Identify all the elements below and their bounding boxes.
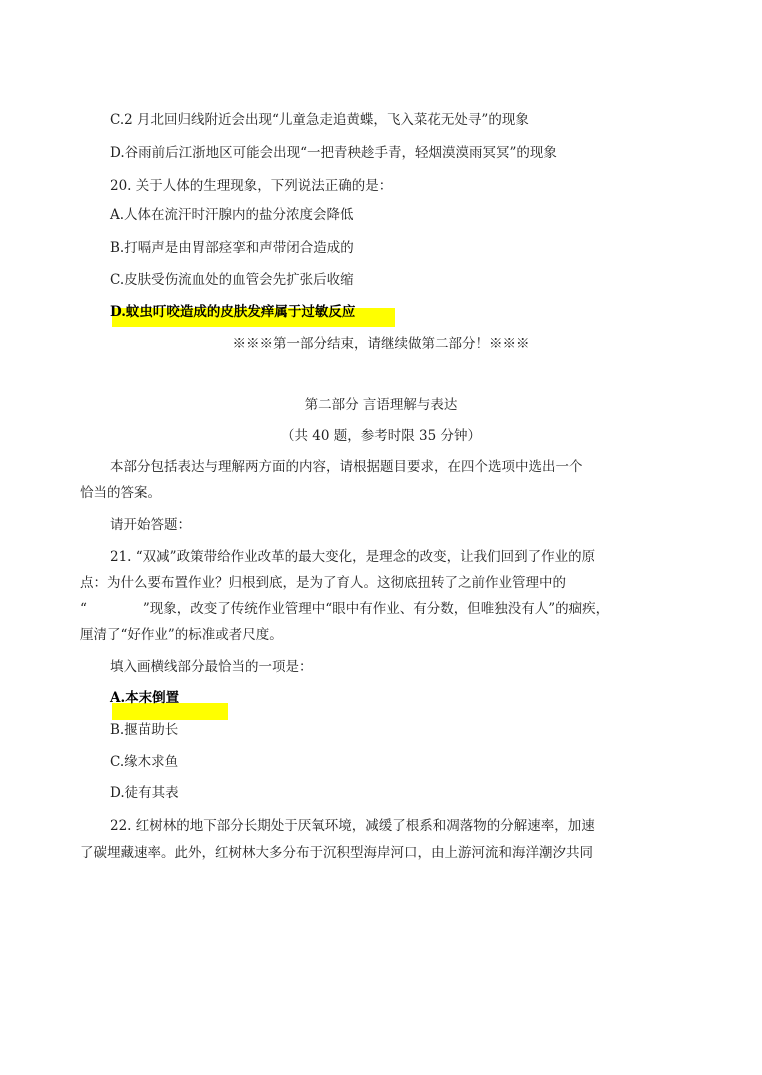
part2-subtitle: （共 40 题，参考时限 35 分钟）	[280, 428, 482, 444]
q21-line3	[80, 600, 609, 618]
part2-title: 第二部分 言语理解与表达	[304, 397, 458, 413]
q21-option-d: D.徒有其表	[110, 785, 179, 801]
q21-line3-rest: ”现象，改变了传统作业管理中“眼中有作业、有分数，但唯独没有人”的痼疾，	[142, 601, 610, 617]
q21-option-a-answer: A.本末倒置	[110, 690, 180, 706]
part1-end-notice: ※※※第一部分结束，请继续做第二部分！※※※	[232, 336, 530, 352]
q19-option-c: C.2 月北回归线附近会出现“儿童急走追黄蝶，飞入菜花无处寻”的现象	[110, 112, 529, 128]
part2-intro-line1: 本部分包括表达与理解两方面的内容，请根据题目要求，在四个选项中选出一个	[110, 459, 583, 475]
q21-line4: 厘清了“好作业”的标准或者尺度。	[80, 627, 283, 643]
q20-option-d-answer: D.蚊虫叮咬造成的皮肤发痒属于过敏反应	[110, 304, 356, 320]
q22-line1: 22. 红树林的地下部分长期处于厌氧环境，减缓了根系和凋落物的分解速率，加速	[110, 818, 595, 834]
q22-line2: 了碳埋藏速率。此外，红树林大多分布于沉积型海岸河口，由上游河流和海洋潮汐共同	[80, 845, 593, 861]
q20-stem: 20. 关于人体的生理现象，下列说法正确的是：	[110, 178, 393, 194]
part2-start: 请开始答题：	[110, 517, 191, 533]
q21-prompt: 填入画横线部分最恰当的一项是：	[110, 659, 313, 675]
q21-line1: 21. “双减”政策带给作业改革的最大变化，是理念的改变，让我们回到了作业的原	[110, 549, 596, 565]
part2-intro-line2: 恰当的答案。	[80, 485, 161, 501]
q20-option-a: A.人体在流汗时汗腺内的盐分浓度会降低	[110, 207, 354, 223]
q21-line2: 点：为什么要布置作业？归根到底，是为了育人。这彻底扭转了之前作业管理中的	[80, 575, 566, 591]
q21-option-b: B.揠苗助长	[110, 722, 179, 738]
q19-option-d: D.谷雨前后江浙地区可能会出现“一把青秧趁手青，轻烟漠漠雨冥冥”的现象	[110, 145, 557, 161]
q20-option-b: B.打嗝声是由胃部痉挛和声带闭合造成的	[110, 240, 354, 256]
q21-open-quote: “	[80, 601, 87, 617]
q21-option-c: C.缘木求鱼	[110, 754, 179, 770]
q20-option-c: C.皮肤受伤流血处的血管会先扩张后收缩	[110, 272, 354, 288]
